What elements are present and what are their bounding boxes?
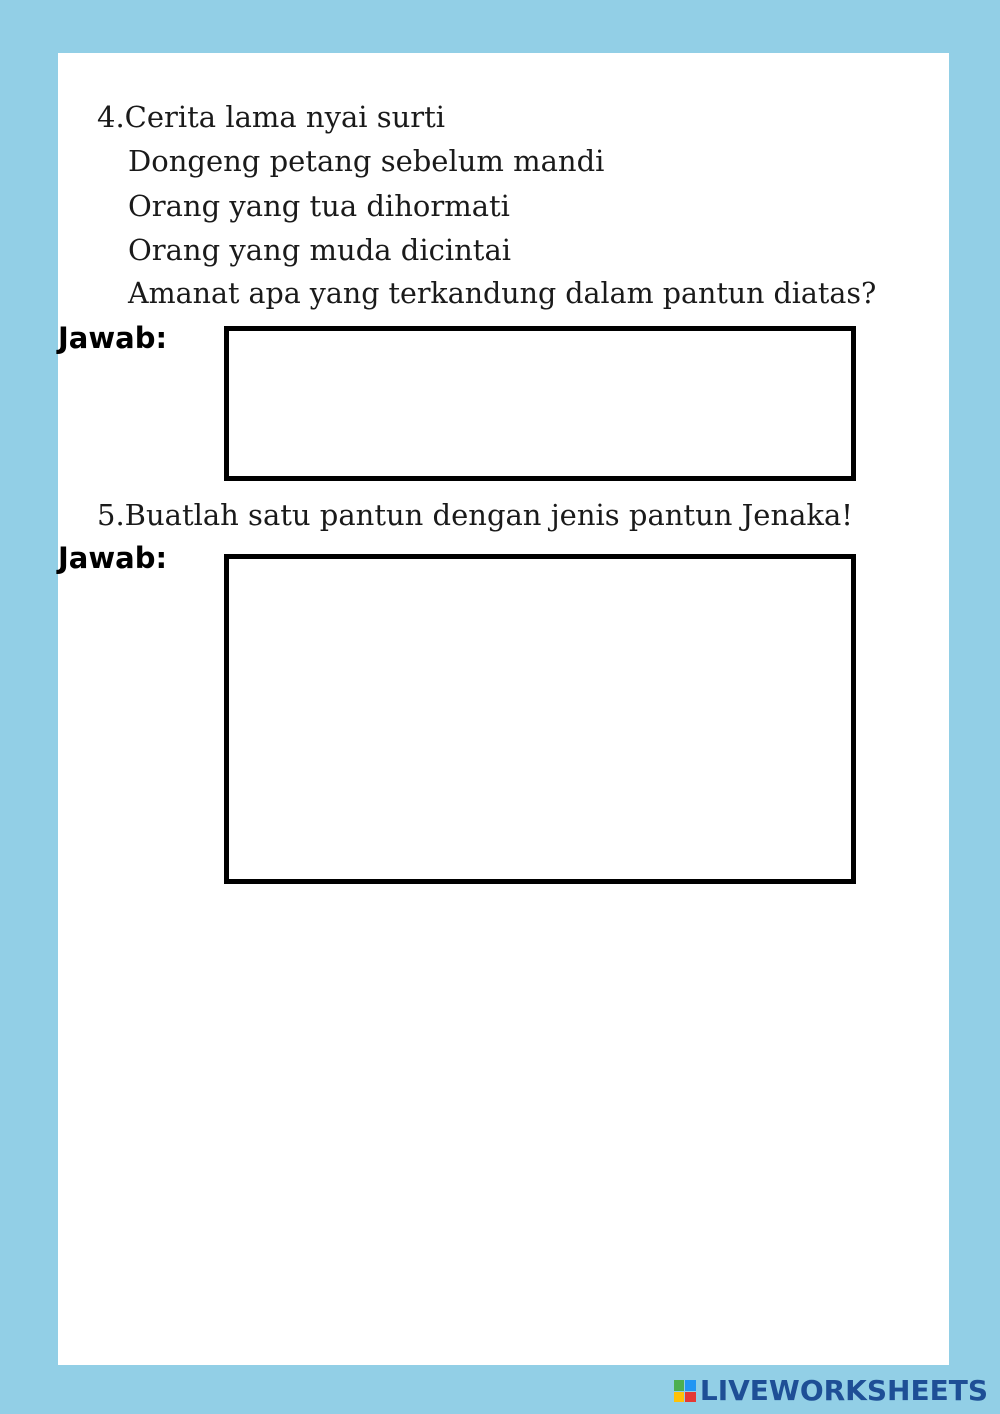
question-4-prompt: Amanat apa yang terkandung dalam pantun diatas? — [128, 277, 877, 310]
question-4-line-4: Orang yang muda dicintai — [128, 233, 512, 267]
question-4-line-2: Dongeng petang sebelum mandi — [128, 144, 605, 178]
question-4-line-1: 4.Cerita lama nyai surti — [97, 100, 446, 134]
answer-box-5[interactable] — [224, 554, 856, 884]
answer-label-4: Jawab: — [58, 321, 168, 355]
question-4-line-3: Orang yang tua dihormati — [128, 189, 510, 223]
answer-box-4[interactable] — [224, 326, 856, 481]
liveworksheets-logo — [674, 1374, 988, 1408]
liveworksheets-logo-icon — [674, 1380, 696, 1402]
question-5-prompt: 5.Buatlah satu pantun dengan jenis pantun Jenaka! — [97, 498, 853, 532]
brand-name: LIVEWORKSHEETS — [699, 1374, 988, 1407]
answer-label-5: Jawab: — [58, 541, 168, 575]
